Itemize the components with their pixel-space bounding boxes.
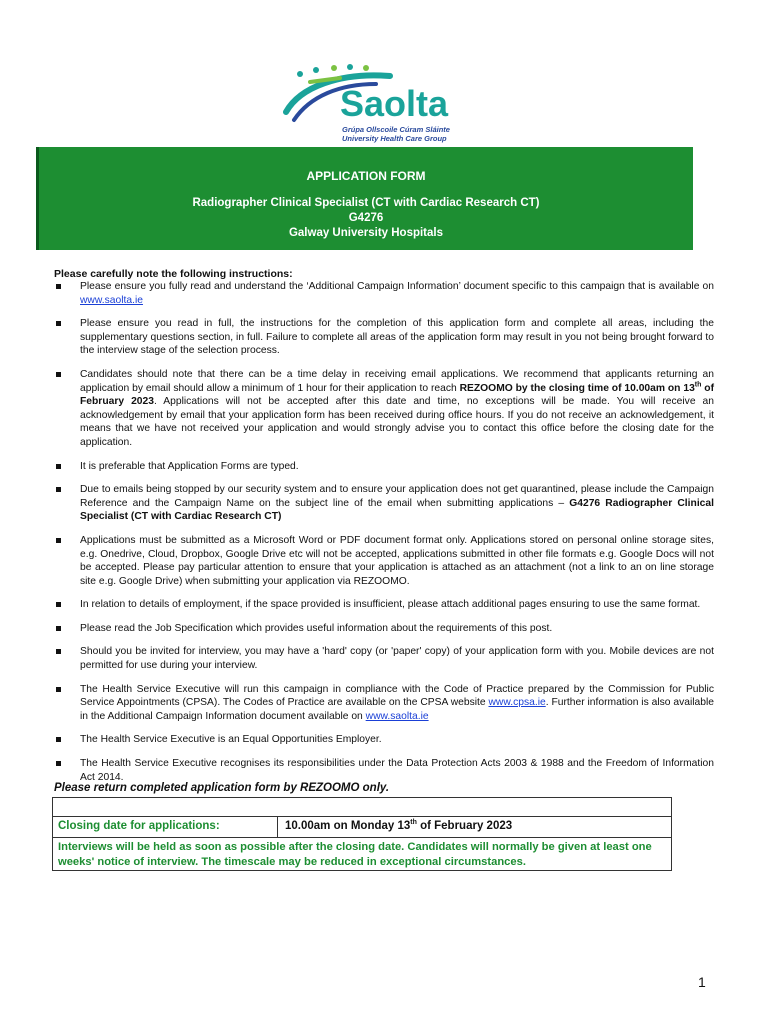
interview-note: Interviews will be held as soon as possible after the closing date. Candidates will normally be given at least one weeks' notice of interview. The timescale may be reduced in exceptional circumstances. — [58, 841, 652, 868]
saolta-logo — [280, 62, 500, 148]
logo-tagline-irish: Grúpa Ollscoile Cúram Sláinte — [342, 125, 450, 134]
position-title: Radiographer Clinical Specialist (CT with Cardiac Research CT) — [192, 197, 540, 209]
saolta-link[interactable]: www.saolta.ie — [80, 294, 143, 306]
list-item: The Health Service Executive is an Equal Opportunities Employer. — [54, 733, 714, 747]
list-item: In relation to details of employment, if the space provided is insufficient, please attach additional pages ensuring to use the same format. — [54, 598, 714, 612]
list-item: Please ensure you read in full, the instructions for the completion of this application form and complete all areas, including the supplementary questions section, in full. Failure to complete all areas of the application form may result in you not being brought forward to the interview stage of the selection process. — [54, 317, 714, 358]
application-form-banner — [36, 147, 693, 250]
closing-date-table — [52, 797, 672, 871]
instructions-list — [54, 280, 714, 794]
instructions-heading: Please carefully note the following instructions: — [54, 268, 293, 280]
list-item: It is preferable that Application Forms are typed. — [54, 460, 714, 474]
hospital-name: Galway University Hospitals — [288, 227, 444, 239]
list-item: Applications must be submitted as a Microsoft Word or PDF document format only. Applications stored on personal online storage sites, e.g. Onedrive, Cloud, Dropbox, Google Drive etc will not be accepted, applications submitted in other file formats e.g. Google Docs will not be accepted. Please pay particular attention to ensure that your application is attached as an attachment (not a link to an on line storage site e.g. Google Drive) when submitting your application via REZOOMO. — [54, 534, 714, 588]
saolta-link[interactable]: www.saolta.ie — [365, 710, 429, 722]
cpsa-link[interactable]: www.cpsa.ie — [488, 697, 546, 709]
list-item: Should you be invited for interview, you may have a 'hard' copy (or 'paper' copy) of your application form with you. Mobile devices are not permitted for use during your interview. — [54, 645, 714, 672]
closing-date-label: Closing date for applications: — [53, 817, 278, 837]
return-note: Please return completed application form by REZOOMO only. — [54, 782, 390, 794]
page-number: 1 — [698, 974, 706, 990]
campaign-reference: G4276 — [348, 212, 384, 224]
logo-wordmark: Saolta — [340, 83, 449, 124]
list-item: The Health Service Executive recognises its responsibilities under the Data Protection Acts 2003 & 1988 and the Freedom of Information Act 2014. — [54, 757, 714, 784]
list-item: Please read the Job Specification which provides useful information about the requirements of this post. — [54, 622, 714, 636]
logo-tagline-english: University Health Care Group — [342, 134, 447, 143]
list-item: Please ensure you fully read and understand the ‘Additional Campaign Information’ document specific to this campaign that is available on www.saolta.ie — [54, 280, 714, 307]
form-title: APPLICATION FORM — [306, 169, 426, 183]
closing-date-value: 10.00am on Monday 13th of February 2023 — [285, 819, 513, 832]
list-item: Candidates should note that there can be a time delay in receiving email applications. We recommend that applicants returning an application by email should allow a minimum of 1 hour for their application to reach REZOOMO by the closing time of 10.00am on 13th of February 2023. Applications will not be accepted after this date and time, no exceptions will be made. You will receive an acknowledgement by email that your application form has been received during office hours. If you do not receive an acknowledgement, it means that we have not received your application and would strongly advise you to contact this office before the closing date for the application. — [54, 368, 714, 450]
list-item: The Health Service Executive will run this campaign in compliance with the Code of Practice prepared by the Commission for Public Service Appointments (CPSA). The Codes of Practice are available on the CPSA website www.cpsa.ie. Further information is also available in the Additional Campaign Information document available on www.saolta.ie — [54, 683, 714, 724]
closing-date-row — [53, 817, 671, 838]
list-item: Due to emails being stopped by our security system and to ensure your application does not get quarantined, please include the Campaign Reference and the Campaign Name on the subject line of the email when submitting applications – G4276 Radiographer Clinical Specialist (CT with Cardiac Research CT) — [54, 483, 714, 524]
table-blank-row — [53, 798, 671, 817]
